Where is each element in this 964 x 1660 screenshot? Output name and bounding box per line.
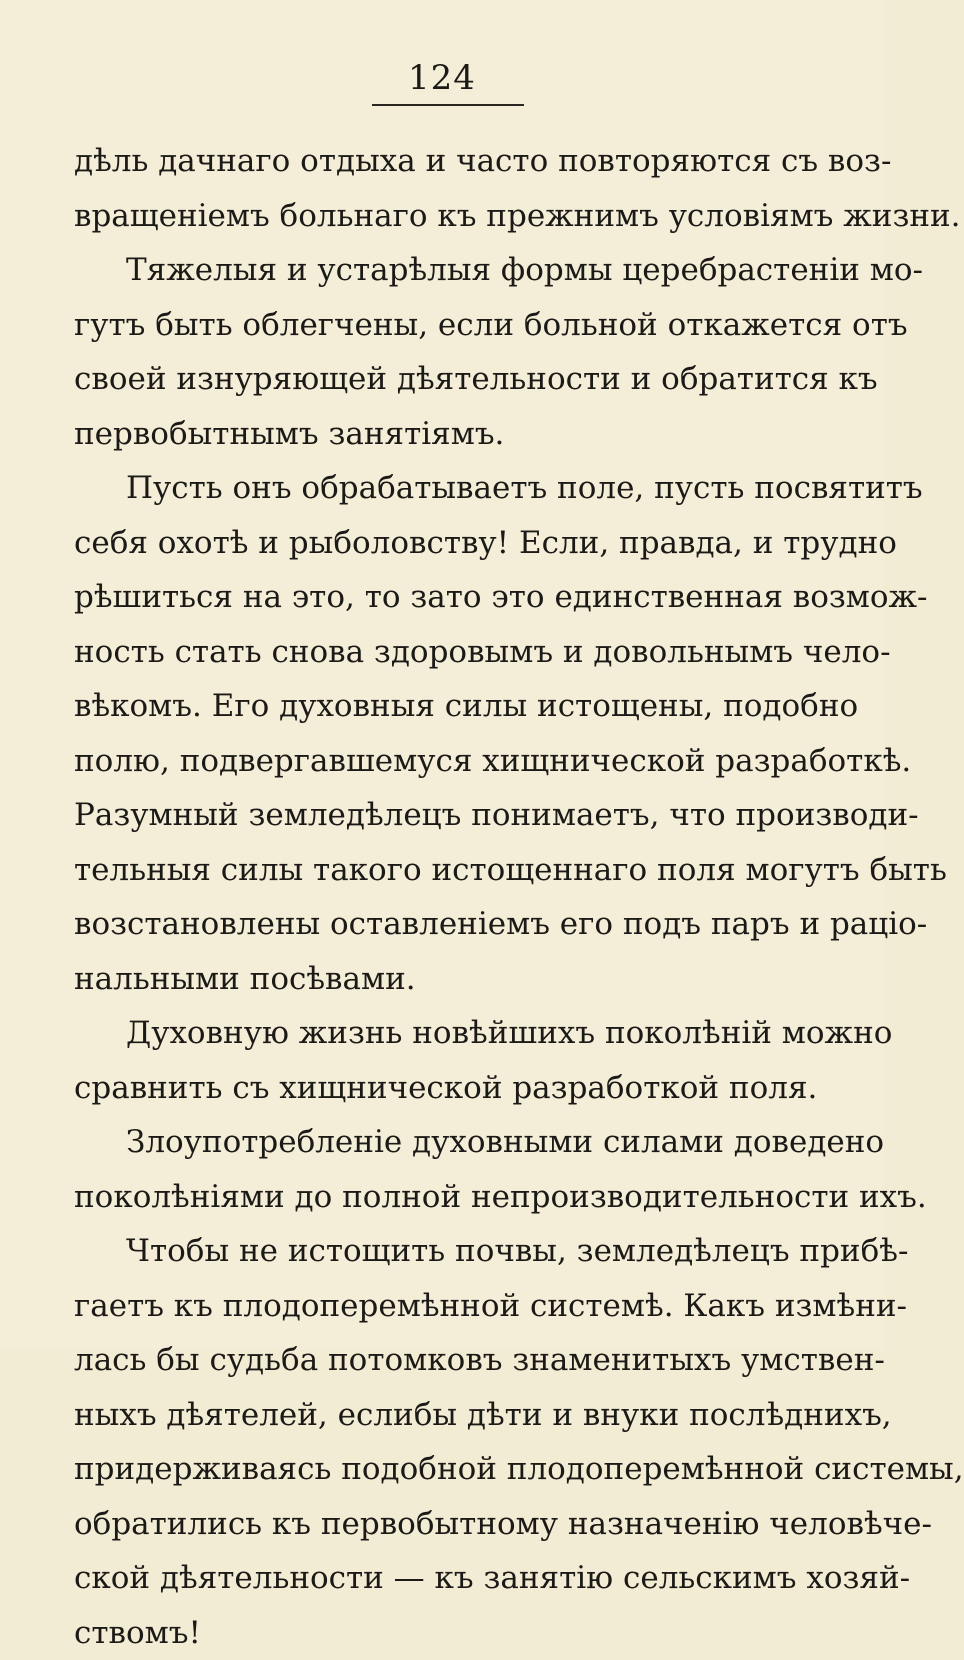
text-line: Чтобы не истощить почвы, земледѣлецъ прибѣ- [74,1224,826,1279]
text-line: лась бы судьба потомковъ знаменитыхъ умствен- [74,1333,826,1388]
text-line: придерживаясь подобной плодоперемѣнной системы, [74,1442,826,1497]
text-line: себя охотѣ и рыболовству! Если, правда, и трудно [74,516,826,571]
text-line: гаетъ къ плодоперемѣнной системѣ. Какъ измѣни- [74,1279,826,1334]
body-text [74,134,826,1660]
header-rule [372,104,524,106]
text-line: тельныя силы такого истощеннаго поля могутъ быть [74,843,826,898]
text-line: обратились къ первобытному назначенію человѣче- [74,1497,826,1552]
text-line: поколѣніями до полной непроизводительности ихъ. [74,1170,826,1225]
text-line: сравнить съ хищнической разработкой поля. [74,1061,826,1116]
text-line: гутъ быть облегчены, если больной откажется отъ [74,298,826,353]
text-line: первобытнымъ занятіямъ. [74,407,826,462]
text-line: ныхъ дѣятелей, еслибы дѣти и внуки послѣднихъ, [74,1388,826,1443]
text-line: ность стать снова здоровымъ и довольнымъ чело- [74,625,826,680]
text-line: Разумный земледѣлецъ понимаетъ, что производи- [74,788,826,843]
text-line: возстановлены оставленіемъ его подъ паръ и раціо- [74,897,826,952]
page-number: 124 [0,58,884,98]
text-line: Злоупотребленіе духовными силами доведено [74,1115,826,1170]
text-line: своей изнуряющей дѣятельности и обратится къ [74,352,826,407]
text-line: полю, подвергавшемуся хищнической разработкѣ. [74,734,826,789]
text-line: ствомъ! [74,1606,826,1660]
text-line: ской дѣятельности — къ занятію сельскимъ хозяй- [74,1551,826,1606]
text-line: рѣшиться на это, то зато это единственная возмож- [74,570,826,625]
text-line: Тяжелыя и устарѣлыя формы церебрастеніи мо- [74,243,826,298]
text-line: вѣкомъ. Его духовныя силы истощены, подобно [74,679,826,734]
text-line: дѣль дачнаго отдыха и часто повторяются съ воз- [74,134,826,189]
text-line: Пусть онъ обрабатываетъ поле, пусть посвятитъ [74,461,826,516]
text-line: нальными посѣвами. [74,952,826,1007]
text-line: Духовную жизнь новѣйшихъ поколѣній можно [74,1006,826,1061]
text-line: вращеніемъ больнаго къ прежнимъ условіямъ жизни. [74,189,826,244]
